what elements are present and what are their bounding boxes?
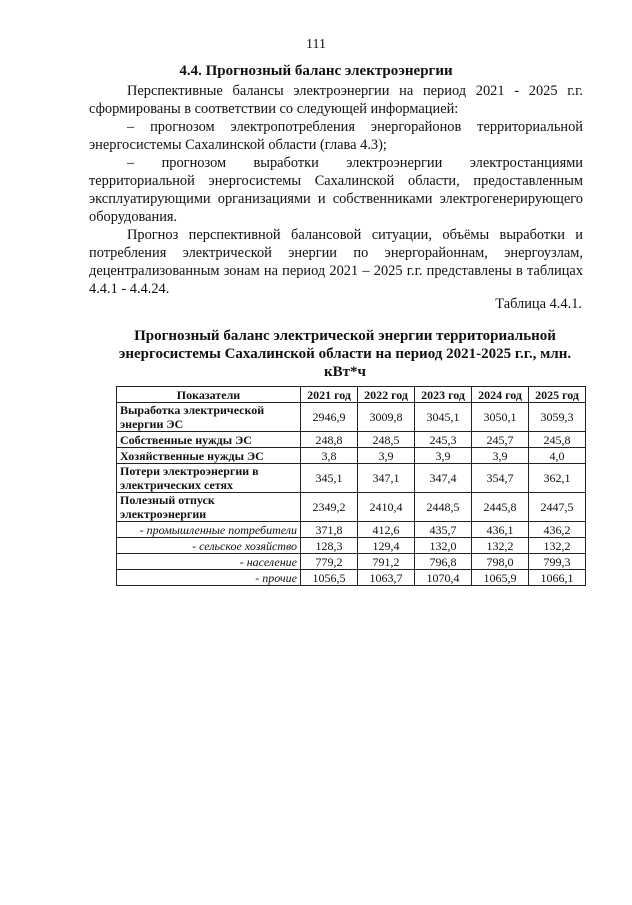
cell-value: 3050,1 — [472, 403, 529, 432]
cell-value: 436,1 — [472, 522, 529, 538]
cell-value: 2410,4 — [358, 493, 415, 522]
balance-table — [116, 386, 586, 586]
cell-value: 2448,5 — [415, 493, 472, 522]
table-row — [117, 570, 586, 586]
column-header: 2022 год — [358, 387, 415, 403]
cell-value: 3045,1 — [415, 403, 472, 432]
cell-value: 435,7 — [415, 522, 472, 538]
cell-value: 371,8 — [301, 522, 358, 538]
table-row — [117, 538, 586, 554]
row-label: - промышленные потребители — [117, 522, 301, 538]
page-number: 111 — [306, 37, 326, 52]
cell-value: 2445,8 — [472, 493, 529, 522]
cell-value: 245,7 — [472, 432, 529, 448]
row-label: - население — [117, 554, 301, 570]
cell-value: 3,9 — [415, 448, 472, 464]
cell-value: 799,3 — [529, 554, 586, 570]
cell-value: 1056,5 — [301, 570, 358, 586]
paragraph: Прогноз перспективной балансовой ситуации, объёмы выработки и потребления электрической энергии по энергорайоннам, энергоузлам, децентрализованным зонам на период 2021 – 2025 г.г. представлены в таблицах 4.4.1 - 4.4.24. — [89, 227, 583, 297]
cell-value: 796,8 — [415, 554, 472, 570]
table-header-row — [117, 387, 586, 403]
column-header: 2025 год — [529, 387, 586, 403]
paragraph: – прогнозом выработки электроэнергии электростанциями территориальной энергосистемы Сахалинской области, предоставленным эксплуатирующими организациями и собственниками электрогенерирующего оборудования. — [89, 155, 583, 225]
cell-value: 245,8 — [529, 432, 586, 448]
cell-value: 347,1 — [358, 464, 415, 493]
table-caption: Таблица 4.4.1. — [495, 296, 582, 312]
table-row — [117, 493, 586, 522]
cell-value: 3,9 — [472, 448, 529, 464]
cell-value: 128,3 — [301, 538, 358, 554]
column-header: 2023 год — [415, 387, 472, 403]
cell-value: 3059,3 — [529, 403, 586, 432]
table-row — [117, 403, 586, 432]
row-label: Хозяйственные нужды ЭС — [117, 448, 301, 464]
cell-value: 412,6 — [358, 522, 415, 538]
body-text — [89, 82, 583, 298]
cell-value: 248,8 — [301, 432, 358, 448]
table-title: Прогнозный баланс электрической энергии территориальной энергосистемы Сахалинской области на период 2021-2025 г.г., млн. кВт*ч — [118, 328, 572, 380]
cell-value: 3,8 — [301, 448, 358, 464]
table-row — [117, 432, 586, 448]
cell-value: 345,1 — [301, 464, 358, 493]
cell-value: 4,0 — [529, 448, 586, 464]
cell-value: 1065,9 — [472, 570, 529, 586]
table-row — [117, 522, 586, 538]
cell-value: 779,2 — [301, 554, 358, 570]
table-row — [117, 554, 586, 570]
cell-value: 1063,7 — [358, 570, 415, 586]
cell-value: 1066,1 — [529, 570, 586, 586]
cell-value: 129,4 — [358, 538, 415, 554]
table-row — [117, 448, 586, 464]
cell-value: 3,9 — [358, 448, 415, 464]
cell-value: 2447,5 — [529, 493, 586, 522]
row-label: Выработка электрической энергии ЭС — [117, 403, 301, 432]
cell-value: 2349,2 — [301, 493, 358, 522]
table-row — [117, 464, 586, 493]
cell-value: 798,0 — [472, 554, 529, 570]
cell-value: 354,7 — [472, 464, 529, 493]
cell-value: 132,2 — [529, 538, 586, 554]
paragraph: Перспективные балансы электроэнергии на период 2021 - 2025 г.г. сформированы в соответствии со следующей информацией: — [89, 83, 583, 117]
cell-value: 347,4 — [415, 464, 472, 493]
column-header: 2021 год — [301, 387, 358, 403]
cell-value: 3009,8 — [358, 403, 415, 432]
cell-value: 2946,9 — [301, 403, 358, 432]
row-label: Собственные нужды ЭС — [117, 432, 301, 448]
cell-value: 132,0 — [415, 538, 472, 554]
cell-value: 362,1 — [529, 464, 586, 493]
cell-value: 245,3 — [415, 432, 472, 448]
column-header: 2024 год — [472, 387, 529, 403]
paragraph: – прогнозом электропотребления энергорайонов территориальной энергосистемы Сахалинской области (глава 4.3); — [89, 119, 583, 153]
section-heading: 4.4. Прогнозный баланс электроэнергии — [179, 63, 453, 79]
cell-value: 436,2 — [529, 522, 586, 538]
row-label: Потери электроэнергии в электрических сетях — [117, 464, 301, 493]
cell-value: 791,2 — [358, 554, 415, 570]
row-label: Полезный отпуск электроэнергии — [117, 493, 301, 522]
row-label: - прочие — [117, 570, 301, 586]
column-header: Показатели — [117, 387, 301, 403]
row-label: - сельское хозяйство — [117, 538, 301, 554]
cell-value: 132,2 — [472, 538, 529, 554]
cell-value: 248,5 — [358, 432, 415, 448]
cell-value: 1070,4 — [415, 570, 472, 586]
